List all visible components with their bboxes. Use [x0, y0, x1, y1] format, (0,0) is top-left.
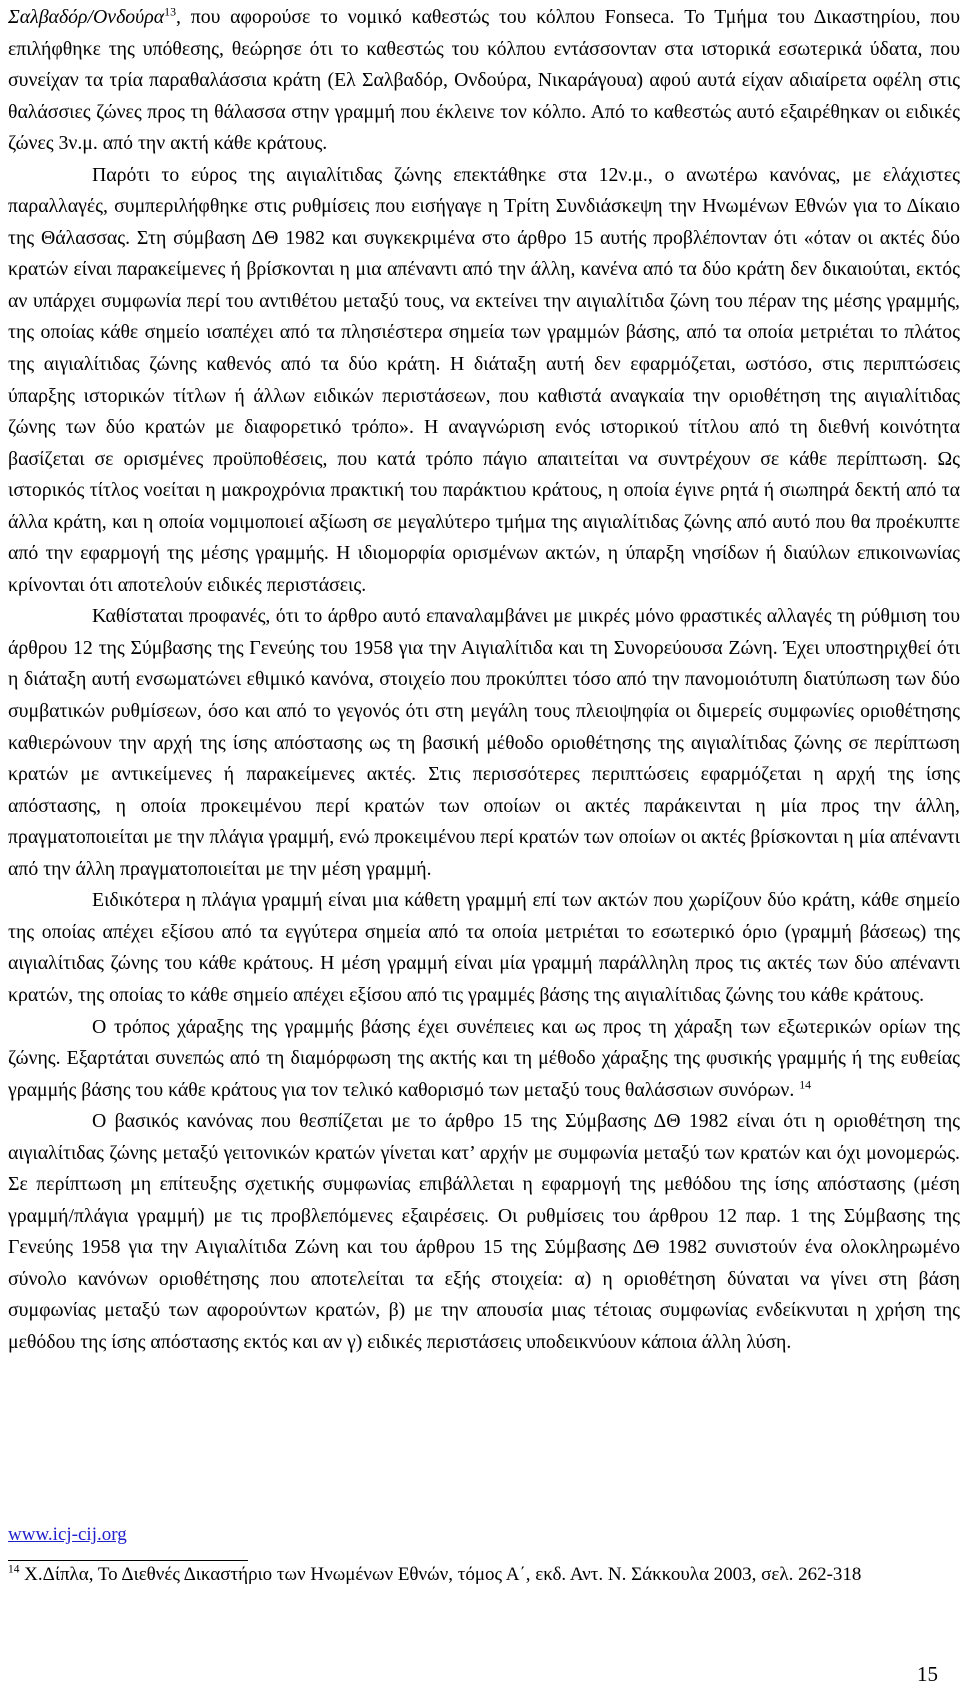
footnote-ref-14: 14	[799, 1077, 812, 1091]
footer-url-link[interactable]: www.icj-cij.org	[8, 1524, 127, 1545]
paragraph-4: Ειδικότερα η πλάγια γραμμή είναι μια κάθετη γραμμή επί των ακτών που χωρίζουν δύο κράτη, κάθε σημείο της οποίας απέχει εξίσου από τα εγγύτερα σημεία από τα οποία μετριέται το εσωτερικό όριο (γραμμή βάσεως) της αιγιαλίτιδας ζώνης του κάθε κράτους. Η μέση γραμμή είναι μία γραμμή παράλληλη προς τις ακτές των δύο απέναντι κρατών, της οποίας το κάθε σημείο απέχει εξίσου από τις γραμμές βάσης της αιγιαλίτιδας ζώνης του κάθε κράτους.	[8, 889, 960, 1006]
footnote-14	[8, 1560, 953, 1589]
paragraph-2: Παρότι το εύρος της αιγιαλίτιδας ζώνης επεκτάθηκε στα 12ν.μ., ο ανωτέρω κανόνας, με ελάχιστες παραλλαγές, συμπεριλήφθηκε στις ρυθμίσεις που εισήγαγε η Τρίτη Συνδιάσκεψη την Ηνωμένων Εθνών για το Δίκαιο της Θάλασσας. Στη σύμβαση ΔΘ 1982 και συγκεκριμένα στο άρθρο 15 αυτής προβλέπονταν ότι «όταν οι ακτές δύο κρατών είναι παρακείμενες ή βρίσκονται η μια απέναντι από την άλλη, κανένα από τα δύο κράτη δεν δικαιούται, εκτός αν υπάρχει συμφωνία περί του αντιθέτου μεταξύ τους, να εκτείνει την αιγιαλίτιδα ζώνη του πέραν της μέσης γραμμής, της οποίας κάθε σημείο ισαπέχει από τα πλησιέστερα σημεία των γραμμών βάσης, από τα οποία μετριέται το πλάτος της αιγιαλίτιδας ζώνης καθενός από τα δύο κράτη. Η διάταξη αυτή δεν εφαρμόζεται, ωστόσο, στις περιπτώσεις ύπαρξης ιστορικών τίτλων ή άλλων ειδικών περιστάσεων, που καθιστά αναγκαία την οριοθέτηση της αιγιαλίτιδας ζώνης των δύο κρατών με διαφορετικό τρόπο». Η αναγνώριση ενός ιστορικού τίτλου από τη διεθνή κοινότητα βασίζεται σε ορισμένες προϋποθέσεις, που κατά τρόπο πάγιο απαιτείται να συντρέχουν σε κάθε περίπτωση. Ως ιστορικός τίτλος νοείται η μακροχρόνια πρακτική του παράκτιου κράτους, η οποία έγινε ρητά ή σιωπηρά δεκτή από τα άλλα κράτη, και η οποία νομιμοποιεί αξίωση σε μεγαλύτερο τμήμα της αιγιαλίτιδας ζώνης από αυτό που θα προέκυπτε από την εφαρμογή της μέσης γραμμής. Η ιδιομορφία ορισμένων ακτών, η ύπαρξη νησίδων ή διαύλων επικοινωνίας κρίνονται ότι αποτελούν ειδικές περιστάσεις.	[8, 163, 960, 596]
paragraph-1-text: , που αφορούσε το νομικό καθεστώς του κόλπου Fonseca. Το Τμήμα του Δικαστηρίου, που επιλήφθηκε της υπόθεσης, θεώρησε ότι το καθεστώς του κόλπου εντάσσονταν στα ιστορικά εσωτερικά ύδατα, που συνείχαν τα τρία παραθαλάσσια κράτη (Ελ Σαλβαδόρ, Ονδούρα, Νικαράγουα) αφού αυτά είχαν αδιαίρετα οφέλη στις θαλάσσιες ζώνες προς τη θάλασσα στην γραμμή που έκλεινε τον κόλπο. Από το καθεστώς αυτό εξαιρέθηκαν οι ειδικές ζώνες 3ν.μ. από την ακτή κάθε κράτους.	[8, 6, 960, 155]
document-body	[8, 2, 960, 1359]
paragraph-3: Καθίσταται προφανές, ότι το άρθρο αυτό επαναλαμβάνει με μικρές μόνο φραστικές αλλαγές τη ρύθμιση του άρθρου 12 της Σύμβασης της Γενεύης του 1958 για την Αιγιαλίτιδα και τη Συνορεύουσα Ζώνη. Έχει υποστηριχθεί ότι η διάταξη αυτή ενσωματώνει εθιμικό κανόνα, στοιχείο που προκύπτει τόσο από την πανομοιότυπη διατύπωση των δύο συμβατικών ρυθμίσεων, όσο και από το γεγονός ότι στη μεγάλη τους πλειοψηφία οι διμερείς συμφωνίες οριοθέτησης καθιερώνουν την αρχή της ίσης απόστασης ως τη βασική μέθοδο οριοθέτησης της αιγιαλίτιδας ζώνης σε περίπτωση κρατών με αντικείμενες ή παρακείμενες ακτές. Στις περισσότερες περιπτώσεις εφαρμόζεται η αρχή της ίσης απόστασης, η οποία προκειμένου περί κρατών των οποίων οι ακτές παράκεινται η μία προς την άλλη, πραγματοποιείται με την πλάγια γραμμή, ενώ προκειμένου περί κρατών των οποίων οι ακτές βρίσκονται η μία απέναντι από την άλλη πραγματοποιείται με την μέση γραμμή.	[8, 605, 960, 880]
page-number: 15	[917, 1662, 938, 1686]
paragraph-5-text: Ο τρόπος χάραξης της γραμμής βάσης έχει συνέπειες και ως προς τη χάραξη των εξωτερικών ορίων της ζώνης. Εξαρτάται συνεπώς από τη διαμόρφωση της ακτής και τη μέθοδο χάραξης της φυσικής γραμμής ή της ευθείας γραμμής βάσης του κάθε κράτους για τον τελικό καθορισμό των μεταξύ τους θαλάσσιων συνόρων.	[8, 1015, 960, 1101]
paragraph-6: Ο βασικός κανόνας που θεσπίζεται με το άρθρο 15 της Σύμβασης ΔΘ 1982 είναι ότι η οριοθέτηση της αιγιαλίτιδας ζώνης μεταξύ γειτονικών κρατών γίνεται κατ’ αρχήν με συμφωνία μεταξύ των κρατών και όχι μονομερώς. Σε περίπτωση μη επίτευξης σχετικής συμφωνίας επιβάλλεται η εφαρμογή της μεθόδου της ίσης απόστασης (μέση γραμμή/πλάγια γραμμή) με τις προβλεπόμενες εξαιρέσεις. Οι ρυθμίσεις του άρθρου 12 παρ. 1 της Σύμβασης της Γενεύης 1958 για την Αιγιαλίτιδα Ζώνη και του άρθρου 15 της Σύμβασης ΔΘ 1982 συνιστούν ένα ολοκληρωμένο σύνολο κανόνων οριοθέτησης που αποτελείται τα εξής στοιχεία: α) η οριοθέτηση δύναται να γίνει στη βάση συμφωνίας μεταξύ των αφορούντων κρατών, β) με την απουσία μιας τέτοιας συμφωνίας ενδείκνυται η χρήση της μεθόδου της ίσης απόστασης εκτός και αν γ) ειδικές περιστάσεις υποδεικνύουν κάποια άλλη λύση.	[8, 1110, 960, 1353]
case-name-italic: Σαλβαδόρ/Ονδούρα	[8, 6, 165, 28]
footnote-text: Χ.Δίπλα, Το Διεθνές Δικαστήριο των Ηνωμένων Εθνών, τόμος Α΄, εκδ. Αντ. Ν. Σάκκουλα 2003, σελ. 262-318	[19, 1564, 862, 1585]
footnote-number: 14	[8, 1563, 20, 1576]
paragraph-1	[8, 2, 960, 160]
footnote-ref-13: 13	[164, 4, 176, 19]
paragraph-5	[8, 1012, 960, 1107]
